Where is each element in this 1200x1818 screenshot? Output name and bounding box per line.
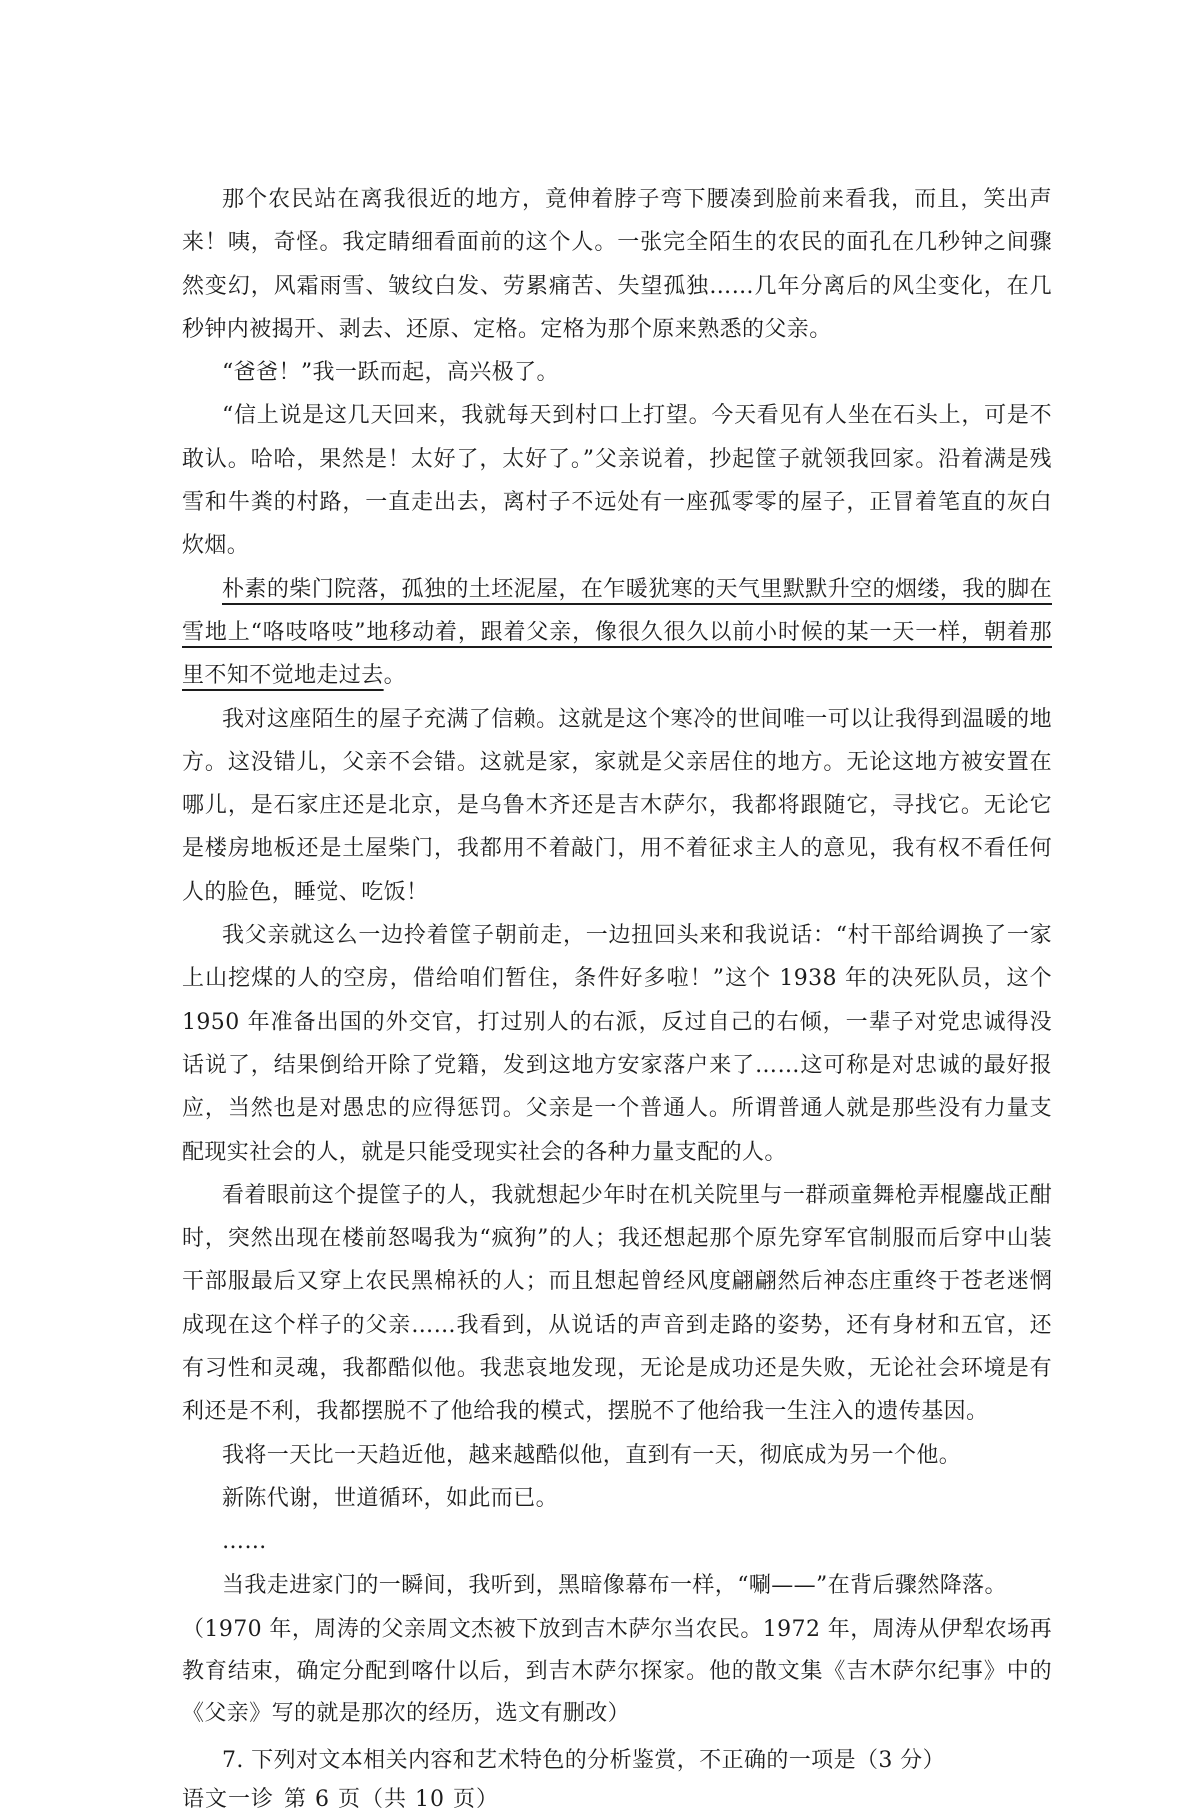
paragraph xyxy=(182,1564,1052,1607)
paragraph xyxy=(182,1174,1052,1434)
ellipsis-line xyxy=(182,1520,1052,1563)
paragraph xyxy=(182,351,1052,394)
paragraph-text: 我对这座陌生的屋子充满了信赖。这就是这个寒冷的世间唯一可以让我得到温暖的地方。这没错儿，父亲不会错。这就是家，家就是父亲居住的地方。无论这地方被安置在哪儿，是石家庄还是北京，是乌鲁木齐还是吉木萨尔，我都将跟随它，寻找它。无论它是楼房地板还是土屋柴门，我都用不着敲门，用不着征求主人的意见，我有权不看任何人的脸色，睡觉、吃饭！ xyxy=(182,706,1052,905)
paragraph-text: “信上说是这几天回来，我就每天到村口上打望。今天看见有人坐在石头上，可是不敢认。哈哈，果然是！太好了，太好了。”父亲说着，抄起筐子就领我回家。沿着满是残雪和牛粪的村路，一直走出去，离村子不远处有一座孤零零的屋子，正冒着笔直的灰白炊烟。 xyxy=(182,403,1052,559)
paragraph xyxy=(182,914,1052,1174)
paragraph-text: 我父亲就这么一边拎着筐子朝前走，一边扭回头来和我说话：“村干部给调换了一家上山挖煤的人的空房，借给咱们暂住，条件好多啦！”这个 1938 年的决死队员，这个 1950 年准备出国的外交官，打过别人的右派，反过自己的右倾，一辈子对党忠诚得没话说了，结果倒给开除了党籍，发到这地方安家落户来了……这可称是对忠诚的最好报应，当然也是对愚忠的应得惩罚。父亲是一个普通人。所谓普通人就是那些没有力量支配现实社会的人，就是只能受现实社会的各种力量支配的人。 xyxy=(182,923,1052,1165)
paragraph-text: 。 xyxy=(383,663,407,689)
paragraph xyxy=(182,1434,1052,1477)
paragraph xyxy=(182,698,1052,914)
paragraph-text: 新陈代谢，世道循环，如此而已。 xyxy=(222,1485,559,1511)
underlined-sentence: 朴素的柴门院落，孤独的土坯泥屋，在乍暖犹寒的天气里默默升空的烟缕，我的脚在雪地上“咯吱咯吱”地移动着，跟着父亲，像很久很久以前小时候的某一天一样，朝着那里不知不觉地走过去 xyxy=(182,576,1052,689)
paragraph xyxy=(182,394,1052,567)
paragraph-text: 我将一天比一天趋近他，越来越酷似他，直到有一天，彻底成为另一个他。 xyxy=(222,1442,962,1468)
paragraph-text: “爸爸！”我一跃而起，高兴极了。 xyxy=(222,360,559,386)
source-note: （1970 年，周涛的父亲周文杰被下放到吉木萨尔当农民。1972 年，周涛从伊犁农场再教育结束，确定分配到喀什以后，到吉木萨尔探家。他的散文集《吉木萨尔纪事》中的《父亲》写的就是那次的经历，选文有删改） xyxy=(182,1616,1052,1726)
paragraph xyxy=(182,178,1052,351)
paragraph-underlined xyxy=(182,568,1052,698)
paragraph-text: 看着眼前这个提筐子的人，我就想起少年时在机关院里与一群顽童舞枪弄棍鏖战正酣时，突然出现在楼前怒喝我为“疯狗”的人；我还想起那个原先穿军官制服而后穿中山装干部服最后又穿上农民黑棉袄的人；而且想起曾经风度翩翩然后神态庄重终于苍老迷惘成现在这个样子的父亲……我看到，从说话的声音到走路的姿势，还有身材和五官，还有习性和灵魂，我都酷似他。我悲哀地发现，无论是成功还是失败，无论社会环境是有利还是不利，我都摆脱不了他给我的模式，摆脱不了他给我一生注入的遗传基因。 xyxy=(182,1182,1052,1425)
passage-body xyxy=(182,178,1052,1818)
page-footer xyxy=(182,1782,1052,1818)
paragraph xyxy=(182,1477,1052,1520)
footer-subject: 语文一诊 xyxy=(182,1787,275,1813)
question-7: 7. 下列对文本相关内容和艺术特色的分析鉴赏，不正确的一项是（3 分） xyxy=(222,1747,945,1773)
footer-page-number: 第 6 页（共 10 页） xyxy=(284,1787,499,1813)
paragraph-text: …… xyxy=(222,1529,267,1555)
paragraph-text: 当我走进家门的一瞬间，我听到，黑暗像幕布一样，“唰——”在背后骤然降落。 xyxy=(222,1572,1007,1598)
paragraph-text: 那个农民站在离我很近的地方，竟伸着脖子弯下腰凑到脸前来看我，而且，笑出声来！咦，奇怪。我定睛细看面前的这个人。一张完全陌生的农民的面孔在几秒钟之间骤然变幻，风霜雨雪、皱纹白发、劳累痛苦、失望孤独……几年分离后的风尘变化，在几秒钟内被揭开、剥去、还原、定格。定格为那个原来熟悉的父亲。 xyxy=(182,187,1052,342)
